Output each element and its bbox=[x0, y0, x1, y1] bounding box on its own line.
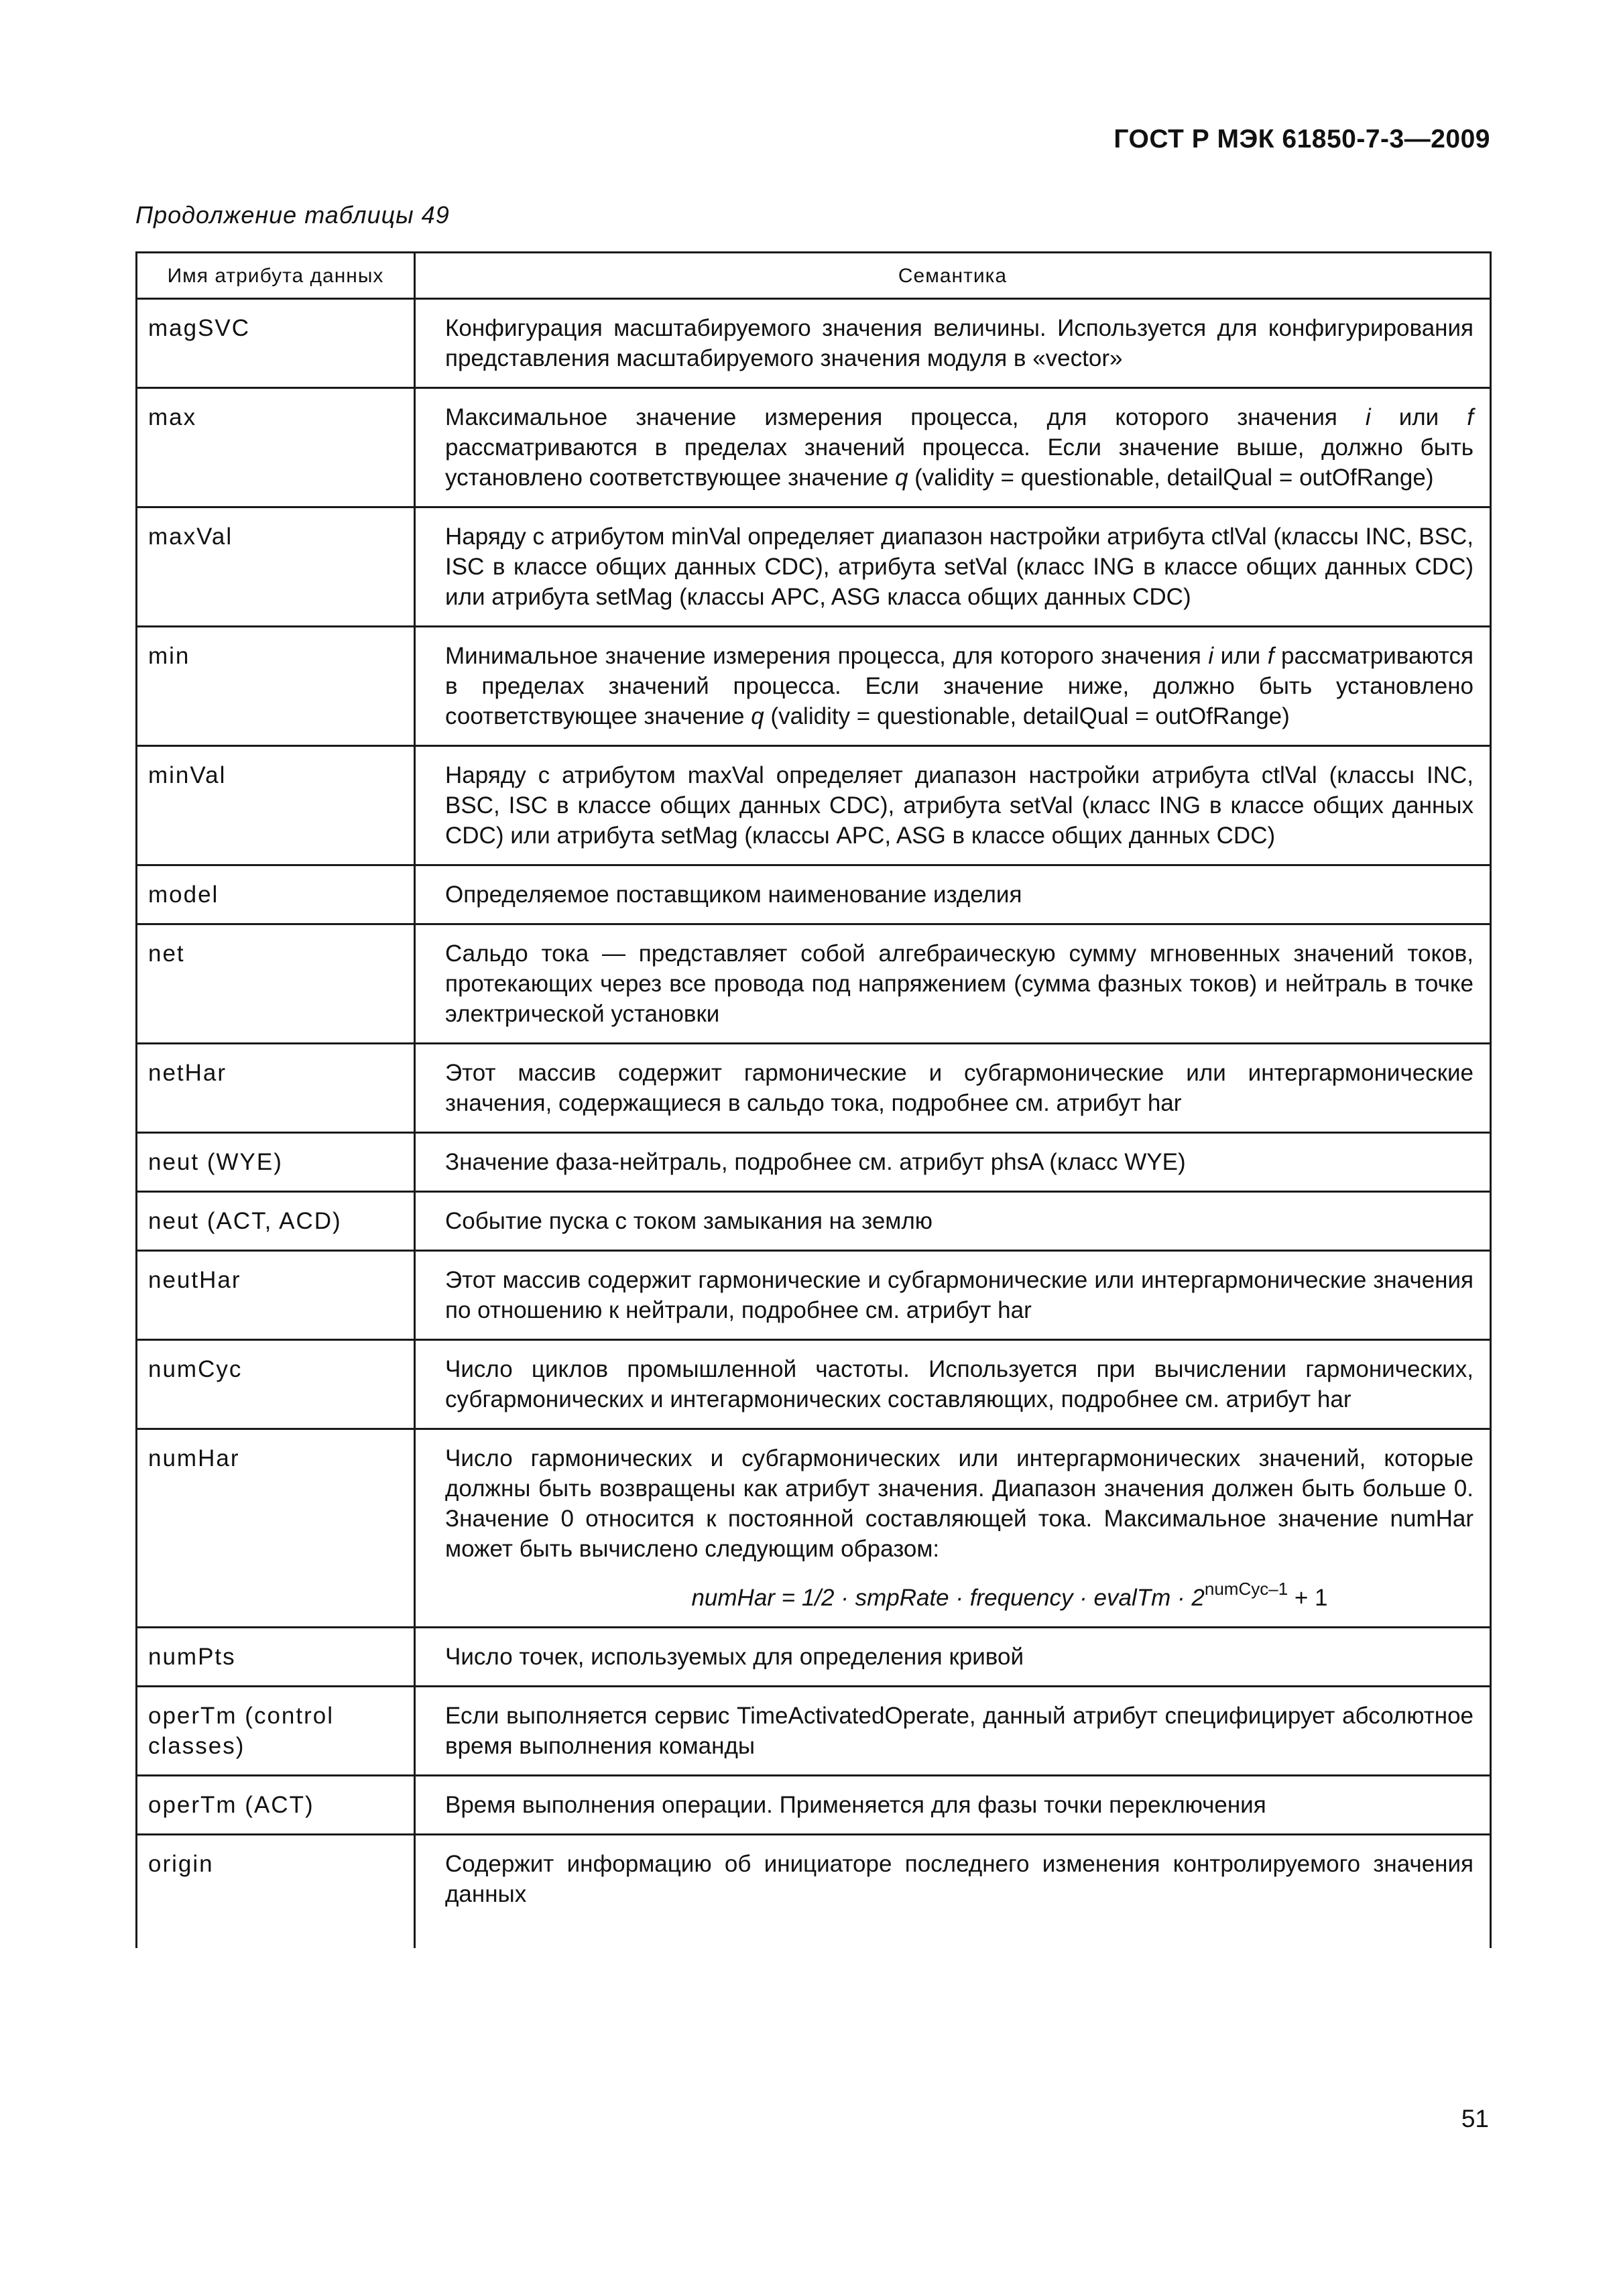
table-row bbox=[137, 1628, 1491, 1687]
attribute-name: netHar bbox=[137, 1044, 415, 1133]
attribute-semantics: Этот массив содержит гармонические и субгармонические или интергармонические значения по отношению к нейтрали, подробнее см. атрибут har bbox=[415, 1251, 1491, 1340]
table-row bbox=[137, 746, 1491, 865]
table-row bbox=[137, 1251, 1491, 1340]
semantics-text: или bbox=[1213, 643, 1268, 669]
table-row bbox=[137, 1835, 1491, 1949]
attribute-name: neutHar bbox=[137, 1251, 415, 1340]
attribute-name: net bbox=[137, 924, 415, 1044]
attribute-name: min bbox=[137, 627, 415, 746]
table-row bbox=[137, 1776, 1491, 1835]
attribute-semantics: Событие пуска с током замыкания на землю bbox=[415, 1192, 1491, 1251]
column-header-semantics: Семантика bbox=[415, 253, 1491, 299]
attribute-name: numCyc bbox=[137, 1340, 415, 1429]
semantics-text: или bbox=[1370, 404, 1467, 430]
variable-f: f bbox=[1267, 643, 1274, 669]
attribute-semantics bbox=[415, 388, 1491, 507]
attribute-semantics: Определяемое поставщиком наименование изделия bbox=[415, 865, 1491, 924]
attribute-semantics: Сальдо тока — представляет собой алгебраическую сумму мгновенных значений токов, протекающих через все провода под напряжением (сумма фазных токов) и нейтраль в точке электрической установки bbox=[415, 924, 1491, 1044]
semantics-text: рассматриваются в пределах значений процесса. Если значение выше, должно быть установлено соответствующее значение bbox=[445, 434, 1474, 491]
attribute-name: operTm (control classes) bbox=[137, 1687, 415, 1776]
table-header-row bbox=[137, 253, 1491, 299]
attribute-name: neut (WYE) bbox=[137, 1133, 415, 1192]
numhar-formula bbox=[445, 1579, 1474, 1613]
table-row bbox=[137, 1687, 1491, 1776]
attribute-name: origin bbox=[137, 1835, 415, 1949]
formula-exponent: numCyc–1 bbox=[1204, 1579, 1288, 1599]
semantics-text: Максимальное значение измерения процесса, для которого значения bbox=[445, 404, 1366, 430]
table-row bbox=[137, 388, 1491, 507]
variable-q: q bbox=[894, 465, 908, 491]
attribute-name: numHar bbox=[137, 1429, 415, 1628]
formula-main: numHar = 1/2 · smpRate · frequency · evalTm · 2 bbox=[691, 1585, 1205, 1611]
attribute-semantics: Наряду с атрибутом minVal определяет диапазон настройки атрибута ctlVal (классы INC, BSC, ISC в классе общих данных CDC), атрибута setVal (класс ING в классе общих данных CDC) или атрибута setMag (классы APC, ASG класса общих данных CDC) bbox=[415, 507, 1491, 627]
formula-tail: + 1 bbox=[1288, 1585, 1328, 1611]
standard-designation: ГОСТ Р МЭК 61850-7-3—2009 bbox=[1114, 125, 1490, 154]
variable-q: q bbox=[751, 703, 764, 729]
table-row bbox=[137, 1192, 1491, 1251]
semantics-text: рассматриваются в пределах значений процесса. Если значение ниже, должно быть установлено соответствующее значение bbox=[445, 643, 1474, 729]
attribute-name: operTm (ACT) bbox=[137, 1776, 415, 1835]
semantics-text: Число гармонических и субгармонических или интергармонических значений, которые должны быть возвращены как атрибут значения. Диапазон значения должен быть больше 0. Значение 0 относится к постоянной составляющей тока. Максимальное значение numHar может быть вычислено следующим образом: bbox=[445, 1445, 1474, 1562]
table-row bbox=[137, 299, 1491, 388]
attribute-name: model bbox=[137, 865, 415, 924]
table-row bbox=[137, 627, 1491, 746]
table-caption: Продолжение таблицы 49 bbox=[135, 201, 450, 229]
attribute-semantics: Число циклов промышленной частоты. Используется при вычислении гармонических, субгармонических и интегармонических составляющих, подробнее см. атрибут har bbox=[415, 1340, 1491, 1429]
table-row bbox=[137, 1429, 1491, 1628]
semantics-text: Минимальное значение измерения процесса, для которого значения bbox=[445, 643, 1209, 669]
attribute-name: magSVC bbox=[137, 299, 415, 388]
attribute-semantics bbox=[415, 1429, 1491, 1628]
variable-f: f bbox=[1467, 404, 1474, 430]
attribute-name: minVal bbox=[137, 746, 415, 865]
table-row bbox=[137, 1340, 1491, 1429]
attribute-name: numPts bbox=[137, 1628, 415, 1687]
semantics-text: (validity = questionable, detailQual = outOfRange) bbox=[764, 703, 1290, 729]
table-row bbox=[137, 507, 1491, 627]
attribute-name: maxVal bbox=[137, 507, 415, 627]
attribute-name: max bbox=[137, 388, 415, 507]
table-row bbox=[137, 1044, 1491, 1133]
attribute-semantics: Конфигурация масштабируемого значения величины. Используется для конфигурирования представления масштабируемого значения модуля в «vector» bbox=[415, 299, 1491, 388]
attribute-semantics: Время выполнения операции. Применяется для фазы точки переключения bbox=[415, 1776, 1491, 1835]
attribute-name: neut (ACT, ACD) bbox=[137, 1192, 415, 1251]
attribute-semantics: Если выполняется сервис TimeActivatedOperate, данный атрибут специфицирует абсолютное время выполнения команды bbox=[415, 1687, 1491, 1776]
attribute-semantics bbox=[415, 627, 1491, 746]
table-row bbox=[137, 924, 1491, 1044]
attribute-semantics: Наряду с атрибутом maxVal определяет диапазон настройки атрибута ctlVal (классы INC, BSC, ISC в классе общих данных CDC), атрибута setVal (класс ING в классе общих данных CDC) или атрибута setMag (классы APC, ASG в классе общих данных CDC) bbox=[415, 746, 1491, 865]
page-number: 51 bbox=[1461, 2105, 1489, 2132]
attribute-semantics: Число точек, используемых для определения кривой bbox=[415, 1628, 1491, 1687]
table-row bbox=[137, 1133, 1491, 1192]
column-header-name: Имя атрибута данных bbox=[137, 253, 415, 299]
attribute-semantics: Содержит информацию об инициаторе последнего изменения контролируемого значения данных bbox=[415, 1835, 1491, 1949]
attribute-table bbox=[135, 251, 1492, 1948]
variable-i: i bbox=[1365, 404, 1371, 430]
table-row bbox=[137, 865, 1491, 924]
attribute-semantics: Значение фаза-нейтраль, подробнее см. атрибут phsA (класс WYE) bbox=[415, 1133, 1491, 1192]
variable-i: i bbox=[1208, 643, 1214, 669]
semantics-text: (validity = questionable, detailQual = outOfRange) bbox=[908, 465, 1434, 491]
attribute-semantics: Этот массив содержит гармонические и субгармонические или интергармонические значения, содержащиеся в сальдо тока, подробнее см. атрибут har bbox=[415, 1044, 1491, 1133]
